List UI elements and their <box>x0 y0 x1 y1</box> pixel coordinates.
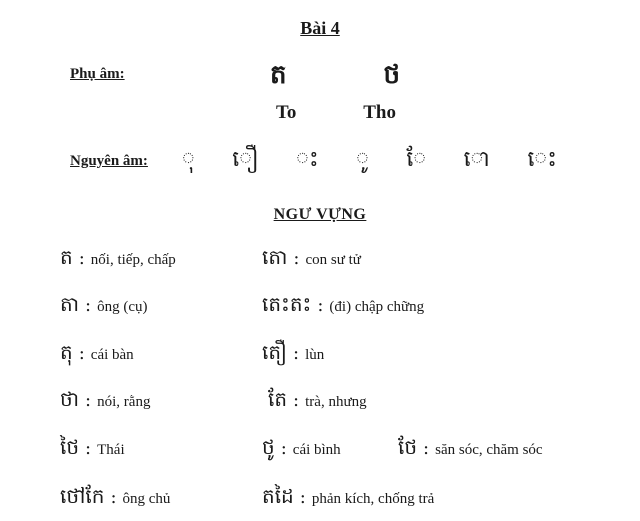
vocab-entry <box>60 339 134 369</box>
vocab-meaning: Thái <box>97 442 125 458</box>
vocab-entry <box>60 291 148 321</box>
vocab-entry <box>262 483 434 513</box>
vocab-separator: : <box>293 248 300 269</box>
vocab-word: តេះតះ <box>262 292 312 316</box>
vowel-list <box>182 145 557 177</box>
vocab-entry <box>262 291 424 321</box>
vocab-word: ថៃ <box>60 435 80 459</box>
lesson-title: Bài 4 <box>300 18 340 38</box>
vocab-separator: : <box>78 343 85 364</box>
vocab-separator: : <box>293 390 300 411</box>
vocab-word: តឿ <box>262 340 287 364</box>
vocab-entry <box>60 244 176 274</box>
vowel-item: ុ <box>182 147 195 172</box>
vowel-item: ឿ <box>232 147 259 172</box>
transliteration-list <box>276 102 396 124</box>
vocab-word: តោ <box>262 245 288 269</box>
vocab-entry <box>60 483 170 513</box>
vocab-word: តា <box>60 292 80 316</box>
transliteration-to: To <box>276 102 297 123</box>
vocab-meaning: con sư tử <box>305 252 361 268</box>
consonants-label: Phụ âm: <box>70 66 125 82</box>
vocab-meaning: trà, nhưng <box>305 394 367 410</box>
vocab-word: ត <box>60 245 73 269</box>
vowels-label: Nguyên âm: <box>70 153 148 169</box>
vocab-meaning: ông chủ <box>122 491 171 507</box>
vocab-entry <box>268 386 367 416</box>
vocab-meaning: (đi) chập chững <box>329 299 425 315</box>
vocab-entry <box>60 434 125 464</box>
vocab-entry <box>60 386 150 416</box>
vocab-meaning: ông (cụ) <box>97 299 148 315</box>
vocab-word: ថែ <box>398 435 418 459</box>
vowel-item: ោ <box>463 147 491 172</box>
transliteration-tho: Tho <box>363 102 396 123</box>
vocab-entry <box>398 434 543 464</box>
consonant-list <box>270 58 400 96</box>
vocab-separator: : <box>293 343 300 364</box>
vocab-word: ថៅកែ <box>60 484 105 508</box>
vocab-entry <box>262 339 324 369</box>
consonant-tho: ថ <box>383 60 400 90</box>
vowel-item: ូ <box>356 147 369 172</box>
consonant-to: ត <box>270 60 287 90</box>
vocab-separator: : <box>85 390 92 411</box>
vocab-meaning: nói, rằng <box>97 394 151 410</box>
vocab-separator: : <box>317 295 324 316</box>
vocab-word: តដៃ <box>262 484 294 508</box>
vocab-entry <box>262 434 341 464</box>
vocab-meaning: nối, tiếp, chấp <box>90 252 176 268</box>
vocab-meaning: phản kích, chống trả <box>311 491 435 507</box>
vocab-entry <box>262 244 361 274</box>
vocab-separator: : <box>299 487 306 508</box>
vocabulary-heading: NGƯ VỰNG <box>273 206 367 223</box>
vocab-separator: : <box>280 438 287 459</box>
vocab-word: តុ <box>60 340 73 364</box>
vocab-separator: : <box>85 295 92 316</box>
vocab-meaning: cái bàn <box>90 347 134 363</box>
vowel-item: ែ <box>406 147 427 172</box>
vocab-meaning: săn sóc, chăm sóc <box>435 442 543 458</box>
vocab-meaning: lùn <box>305 347 325 363</box>
vocab-separator: : <box>110 487 117 508</box>
vocab-separator: : <box>85 438 92 459</box>
vocab-meaning: cái bình <box>292 442 341 458</box>
vocab-word: ថា <box>60 387 80 411</box>
vocab-separator: : <box>423 438 430 459</box>
vowel-item: េះ <box>527 147 557 172</box>
vowel-item: ះ <box>296 147 319 172</box>
vocab-word: តែ <box>268 387 288 411</box>
vocab-separator: : <box>78 248 85 269</box>
vocab-word: ថូ <box>262 435 275 459</box>
